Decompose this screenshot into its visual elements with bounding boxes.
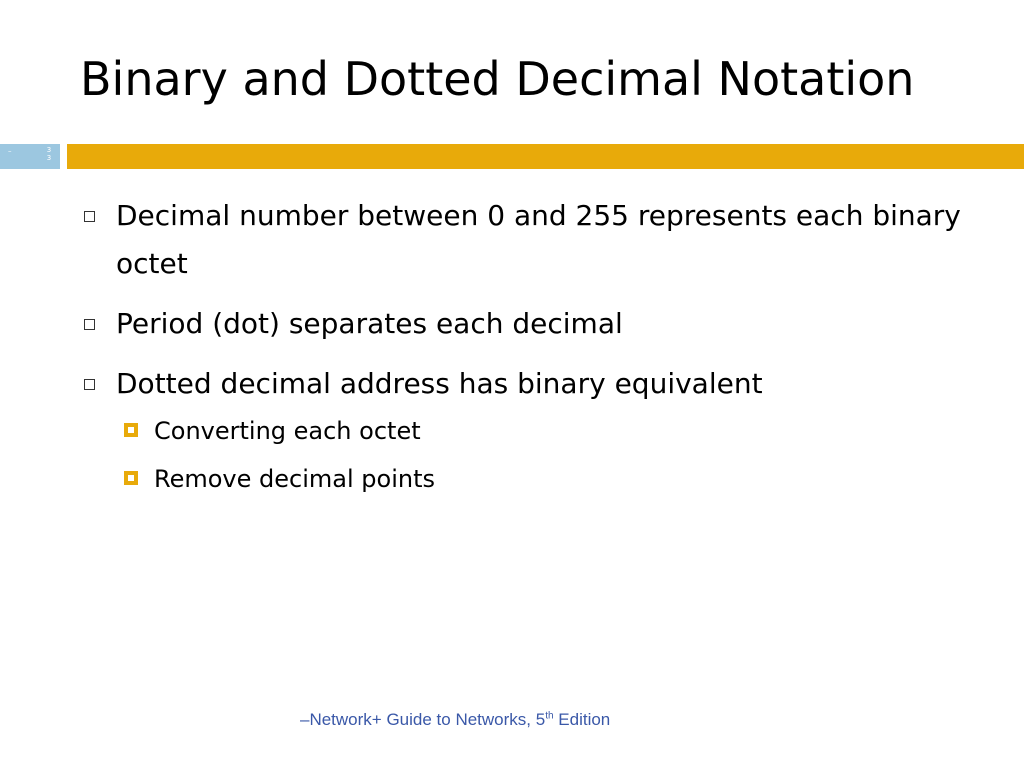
footer-prefix: –Network+ Guide to Networks, 5	[300, 710, 546, 729]
slide-content	[84, 192, 964, 516]
sub-bullet-item	[84, 414, 964, 448]
slide-number-bottom: 3	[46, 154, 52, 162]
sub-bullet-text: Converting each octet	[154, 417, 421, 445]
bullet-item	[84, 360, 964, 408]
slide-footer	[300, 710, 720, 730]
footer-suffix: Edition	[553, 710, 611, 729]
bullet-item	[84, 300, 964, 348]
hollow-square-bullet-icon	[84, 319, 95, 330]
bullet-text: Decimal number between 0 and 255 represents each binary octet	[116, 199, 961, 280]
hollow-square-bullet-icon	[84, 211, 95, 222]
slide-number-top: 3	[46, 146, 52, 154]
bullet-item	[84, 192, 964, 288]
footer-superscript: th	[545, 710, 554, 722]
slide-number	[44, 146, 54, 162]
slide-title: Binary and Dotted Decimal Notation	[80, 52, 915, 106]
band-right-segment	[67, 144, 1024, 169]
sub-bullet-item	[84, 462, 964, 496]
band-marker: –	[8, 147, 12, 155]
filled-square-bullet-icon	[124, 423, 138, 437]
band-left-segment	[0, 144, 60, 169]
bullet-text: Period (dot) separates each decimal	[116, 307, 623, 340]
filled-square-bullet-icon	[124, 471, 138, 485]
hollow-square-bullet-icon	[84, 379, 95, 390]
header-band	[0, 144, 1024, 169]
sub-bullet-text: Remove decimal points	[154, 465, 435, 493]
bullet-text: Dotted decimal address has binary equivalent	[116, 367, 763, 400]
